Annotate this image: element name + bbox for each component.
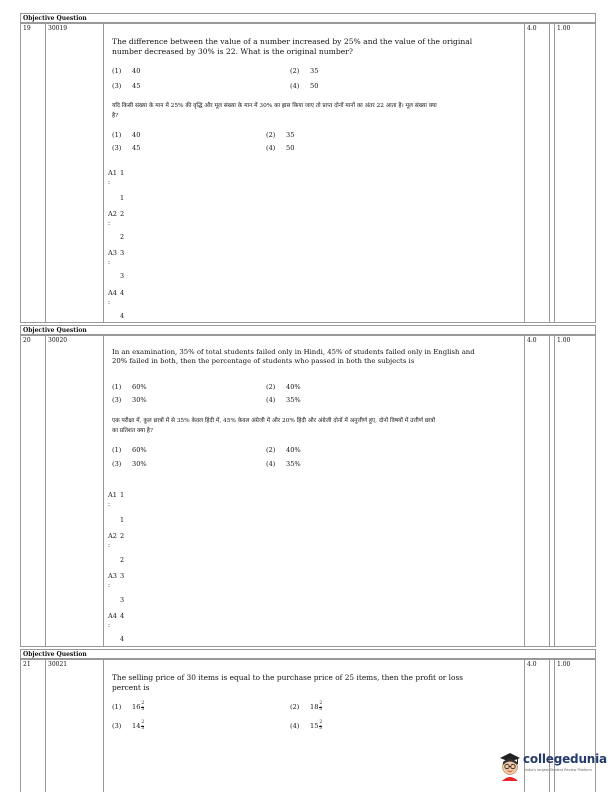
answer-value: 2 xyxy=(120,233,125,241)
option-hindi-4: (4) 50 xyxy=(266,144,295,152)
answer-value: 3 xyxy=(120,596,125,604)
answer-label: A2 2 xyxy=(108,532,125,540)
option-hindi-4: (4) 35% xyxy=(266,460,301,468)
option-hindi-1: (1) 60% xyxy=(112,446,147,454)
option-2: (2) 40% xyxy=(266,383,301,391)
question-text-english: The selling price of 30 items is equal to the purchase price of 25 items, then the profit or loss percent is xyxy=(112,673,464,692)
answer-value: 3 xyxy=(120,272,125,280)
question-negative-marks: 1.00 xyxy=(557,337,571,344)
answer-label: A4 4 xyxy=(108,289,125,297)
option-hindi-2: (2) 35 xyxy=(266,131,295,139)
option-2: (2) 35 xyxy=(290,67,319,75)
collegedunia-logo xyxy=(497,749,607,789)
option-hindi-2: (2) 40% xyxy=(266,446,301,454)
section-label: Objective Question xyxy=(23,651,87,658)
option-4: (4) 35% xyxy=(266,396,301,404)
option-4: (4) 50 xyxy=(290,82,319,90)
answer-label: A2 2 xyxy=(108,210,125,218)
answer-label: A4 4 xyxy=(108,612,125,620)
option-1: (1) 40 xyxy=(112,67,141,75)
question-id: 30020 xyxy=(48,337,68,344)
option-hindi-1: (1) 40 xyxy=(112,131,141,139)
option-2: (2) 18 $\frac{2}{3}$ xyxy=(290,701,323,712)
option-1: (1) 60% xyxy=(112,383,147,391)
option-1: (1) 16 $\frac{2}{3}$ xyxy=(112,701,145,712)
answer-label: A1 1 xyxy=(108,169,125,177)
question-number: 19 xyxy=(23,25,31,32)
answer-value: 4 xyxy=(120,312,125,320)
answer-label: A3 3 xyxy=(108,249,125,257)
logo-tagline: India's largest Student Review Platform xyxy=(525,768,592,772)
question-negative-marks: 1.00 xyxy=(557,25,571,32)
question-negative-marks: 1.00 xyxy=(557,661,571,668)
answer-value: 1 xyxy=(120,194,125,202)
answer-label: A3 3 xyxy=(108,572,125,580)
answer-value: 1 xyxy=(120,516,125,524)
question-id: 30019 xyxy=(48,25,68,32)
logo-wordmark: collegedunia xyxy=(523,752,607,766)
option-4: (4) 15 $\frac{2}{3}$ xyxy=(290,720,323,731)
question-number: 21 xyxy=(23,661,31,668)
question-id: 30021 xyxy=(48,661,68,668)
question-number: 20 xyxy=(23,337,31,344)
option-3: (3) 45 xyxy=(112,82,141,90)
option-3: (3) 14 $\frac{2}{3}$ xyxy=(112,720,145,731)
answer-label: A1 1 xyxy=(108,491,125,499)
option-hindi-3: (3) 30% xyxy=(112,460,147,468)
question-marks: 4.0 xyxy=(527,25,537,32)
section-header xyxy=(20,13,596,23)
answer-value: 4 xyxy=(120,635,125,643)
mascot-icon xyxy=(497,749,523,781)
question-block xyxy=(20,335,596,647)
section-label: Objective Question xyxy=(23,327,87,334)
question-marks: 4.0 xyxy=(527,337,537,344)
section-header xyxy=(20,649,596,659)
section-label: Objective Question xyxy=(23,15,87,22)
question-text-hindi: यदि किसी संख्या के मान में 25% की वृद्धि और मूल संख्या के मान में 30% का ह्रास किया जाए तो प्राप्त दोनों मानों का अंतर 22 आता है। मूल संख्या क्या है? xyxy=(112,103,437,119)
section-header xyxy=(20,325,596,335)
option-hindi-3: (3) 45 xyxy=(112,144,141,152)
answer-value: 2 xyxy=(120,556,125,564)
option-3: (3) 30% xyxy=(112,396,147,404)
question-marks: 4.0 xyxy=(527,661,537,668)
question-text-hindi: एक परीक्षा में, कुल छात्रों में से 35% केवल हिंदी में, 45% केवल अंग्रेजी में और 20% हिंदी और अंग्रेजी दोनों में अनुत्तीर्ण हुए, दोनों विषयों में उत्तीर्ण छात्रों का प्रतिशत क्या है? xyxy=(112,418,436,434)
question-text-english: The difference between the value of a number increased by 25% and the value of the original number decreased by 30% is 22. What is the original number? xyxy=(112,37,473,56)
question-text-english: In an examination, 35% of total students failed only in Hindi, 45% of students failed only in English and 20% failed in both, then the percentage of students who passed in both the subjects is xyxy=(112,348,475,366)
